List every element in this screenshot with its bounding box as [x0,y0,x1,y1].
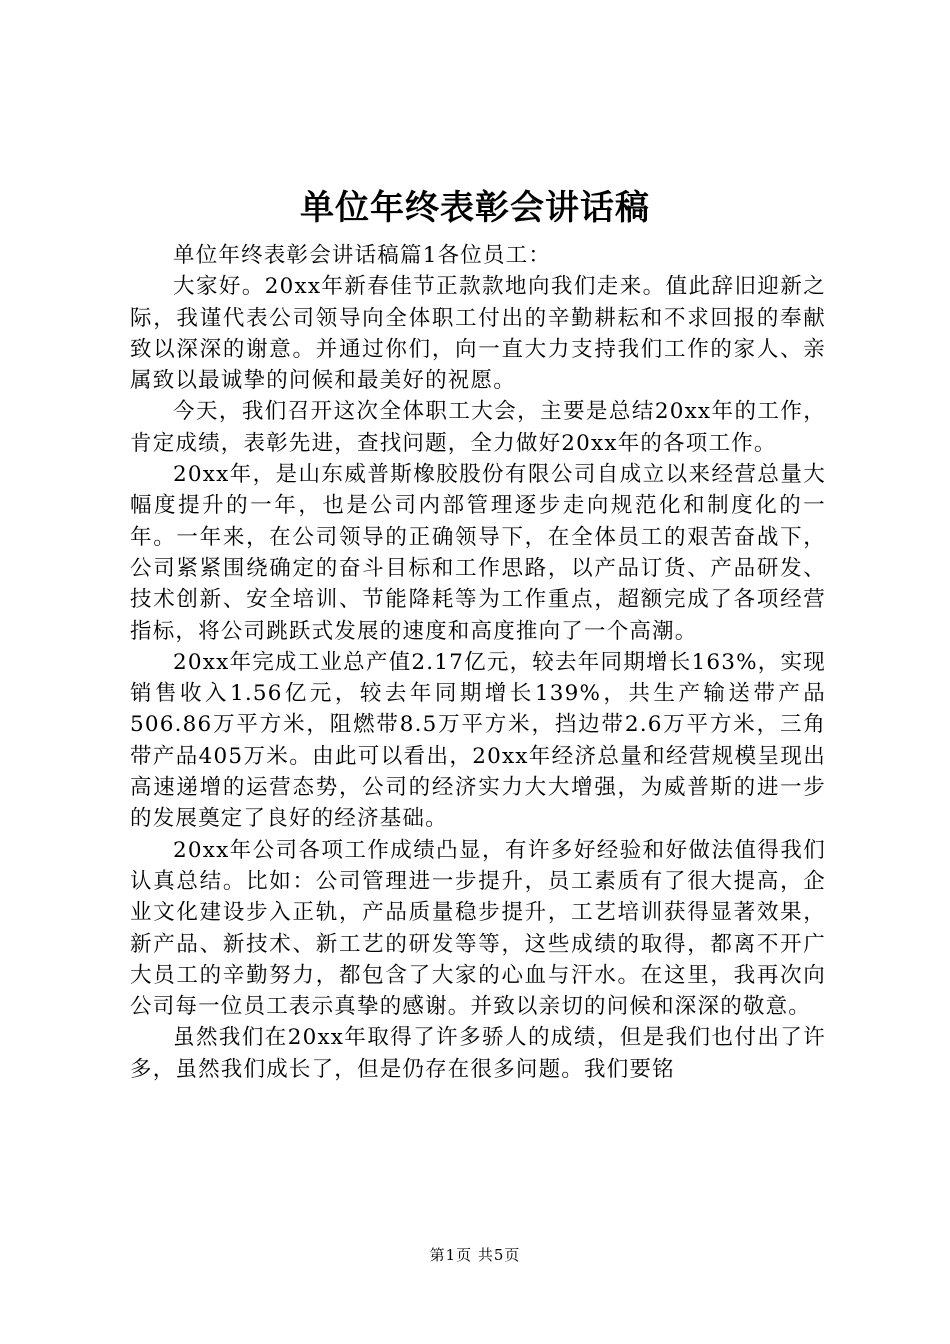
paragraph: 虽然我们在20xx年取得了许多骄人的成绩，但是我们也付出了许多，虽然我们成长了，但是仍存在很多问题。我们要铭 [130,1025,826,1082]
paragraph: 单位年终表彰会讲话稿篇1各位员工： [173,243,552,268]
paragraph: 大家好。20xx年新春佳节正款款地向我们走来。值此辞旧迎新之际，我谨代表公司领导向全体职工付出的辛勤耕耘和不求回报的奉献致以深深的谢意。并通过你们，向一直大力支持我们工作的家人、亲属致以最诚挚的问候和最美好的祝愿。 [130,274,826,394]
document-title: 单位年终表彰会讲话稿 [300,188,650,228]
page-footer: 第1页 共5页 [429,1246,521,1264]
paragraph: 20xx年公司各项工作成绩凸显，有许多好经验和好做法值得我们认真总结。比如：公司管理进一步提升，员工素质有了很大提高，企业文化建设步入正轨，产品质量稳步提升，工艺培训获得显著效果，新产品、新技术、新工艺的研发等等，这些成绩的取得，都离不开广大员工的辛勤努力，都包含了大家的心血与汗水。在这里，我再次向公司每一位员工表示真挚的感谢。并致以亲切的问候和深深的敬意。 [130,837,826,1020]
paragraph: 20xx年完成工业总产值2.17亿元，较去年同期增长163%，实现销售收入1.56亿元，较去年同期增长139%，共生产输送带产品506.86万平方米，阻燃带8.5万平方米，挡边带2.6万平方米，三角带产品405万米。由此可以看出，20xx年经济总量和经营规模呈现出高速递增的运营态势，公司的经济实力大大增强，为威普斯的进一步的发展奠定了良好的经济基础。 [130,649,826,832]
paragraph: 今天，我们召开这次全体职工大会，主要是总结20xx年的工作，肯定成绩，表彰先进，查找问题，全力做好20xx年的各项工作。 [130,399,826,456]
paragraph: 20xx年，是山东威普斯橡胶股份有限公司自成立以来经营总量大幅度提升的一年，也是公司内部管理逐步走向规范化和制度化的一年。一年来，在公司领导的正确领导下，在全体员工的艰苦奋战下，公司紧紧围绕确定的奋斗目标和工作思路，以产品订货、产品研发、技术创新、安全培训、节能降耗等为工作重点，超额完成了各项经营指标，将公司跳跃式发展的速度和高度推向了一个高潮。 [130,462,826,644]
document-body [130,240,826,1085]
